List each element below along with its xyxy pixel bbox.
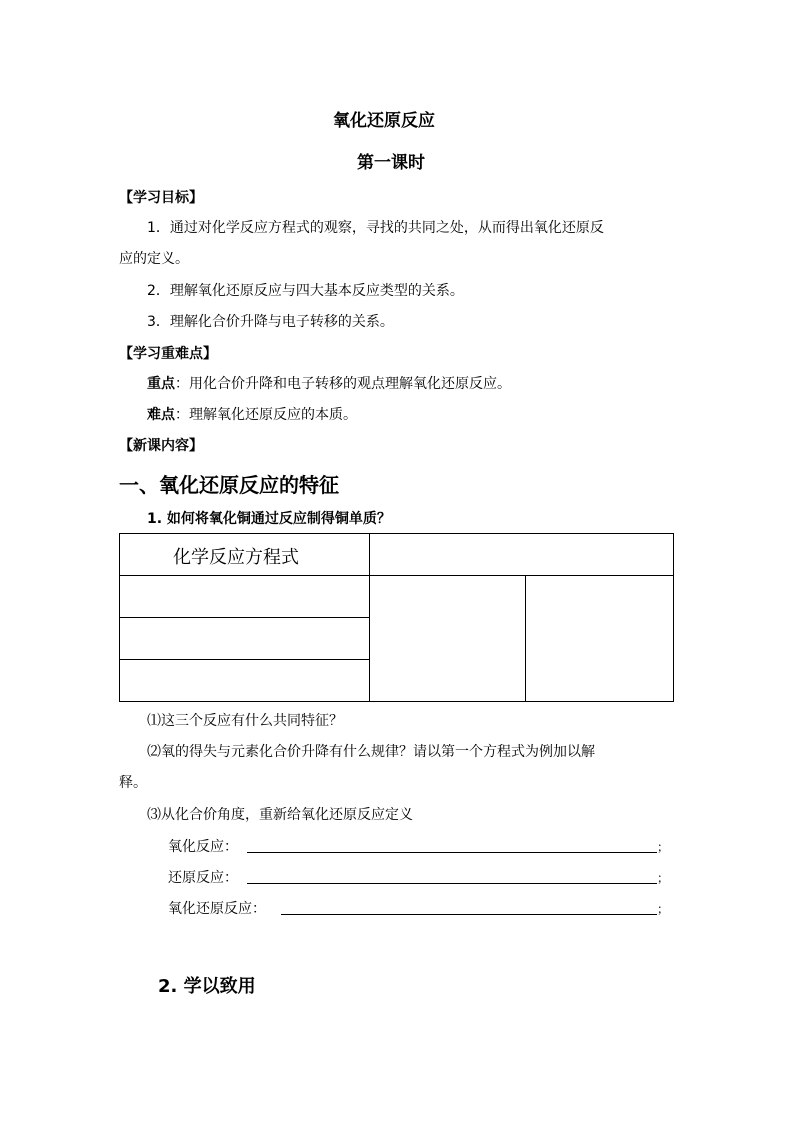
section-1-heading: 一、氧化还原反应的特征: [119, 473, 339, 497]
goal-2: 2．理解氧化还原反应与四大基本反应类型的关系。: [147, 283, 464, 299]
difficult-label: 难点: [147, 407, 175, 423]
difficult-text: ：理解氧化还原反应的本质。: [175, 407, 357, 423]
table-border-right: [673, 533, 674, 702]
table-col-divider-1: [369, 533, 370, 702]
question-a: ⑴这三个反应有什么共同特征？: [147, 713, 343, 729]
question-1: 1. 如何将氧化铜通过反应制得铜单质？: [147, 511, 391, 527]
table-header-equation: 化学反应方程式: [173, 547, 299, 568]
goal-1-line-2: 应的定义。: [119, 251, 189, 267]
table-col-divider-2: [525, 575, 526, 702]
key-point: [147, 373, 511, 393]
def-oxidation-semicolon: ；: [657, 840, 670, 854]
def-reduction-semicolon: ；: [657, 871, 670, 885]
goal-3: 3．理解化合价升降与电子转移的关系。: [147, 314, 394, 330]
table-row-divider-2: [119, 659, 369, 660]
def-oxidation-label: 氧化反应：: [168, 839, 238, 855]
page-subtitle: 第一课时: [357, 153, 425, 173]
reaction-table: [119, 533, 674, 702]
section-2-heading: 2. 学以致用: [158, 976, 256, 997]
def-redox-semicolon: ；: [657, 902, 670, 916]
table-border-bottom: [119, 701, 674, 702]
new-content-heading: 【新课内容】: [119, 438, 203, 454]
page-title: 氧化还原反应: [333, 111, 435, 131]
goals-heading: 【学习目标】: [119, 190, 203, 206]
def-reduction-blank[interactable]: [247, 883, 657, 884]
question-b-line-1: ⑵氧的得失与元素化合价升降有什么规律？请以第一个方程式为例加以解: [147, 744, 595, 760]
question-b-line-2: 释。: [119, 775, 147, 791]
def-redox-label: 氧化还原反应：: [168, 901, 266, 917]
def-redox-blank[interactable]: [281, 914, 657, 915]
def-reduction-label: 还原反应：: [168, 870, 238, 886]
goal-1-line-1: 1．通过对化学反应方程式的观察，寻找的共同之处，从而得出氧化还原反: [147, 220, 604, 236]
key-text: ：用化合价升降和电子转移的观点理解氧化还原反应。: [175, 376, 511, 392]
difficult-point: [147, 404, 357, 424]
question-c: ⑶从化合价角度，重新给氧化还原反应定义: [147, 807, 413, 823]
table-header-divider: [119, 575, 674, 576]
key-label: 重点: [147, 376, 175, 392]
table-border-top: [119, 533, 674, 534]
def-oxidation-blank[interactable]: [247, 852, 657, 853]
table-row-divider-1: [119, 617, 369, 618]
key-points-heading: 【学习重难点】: [119, 346, 217, 362]
